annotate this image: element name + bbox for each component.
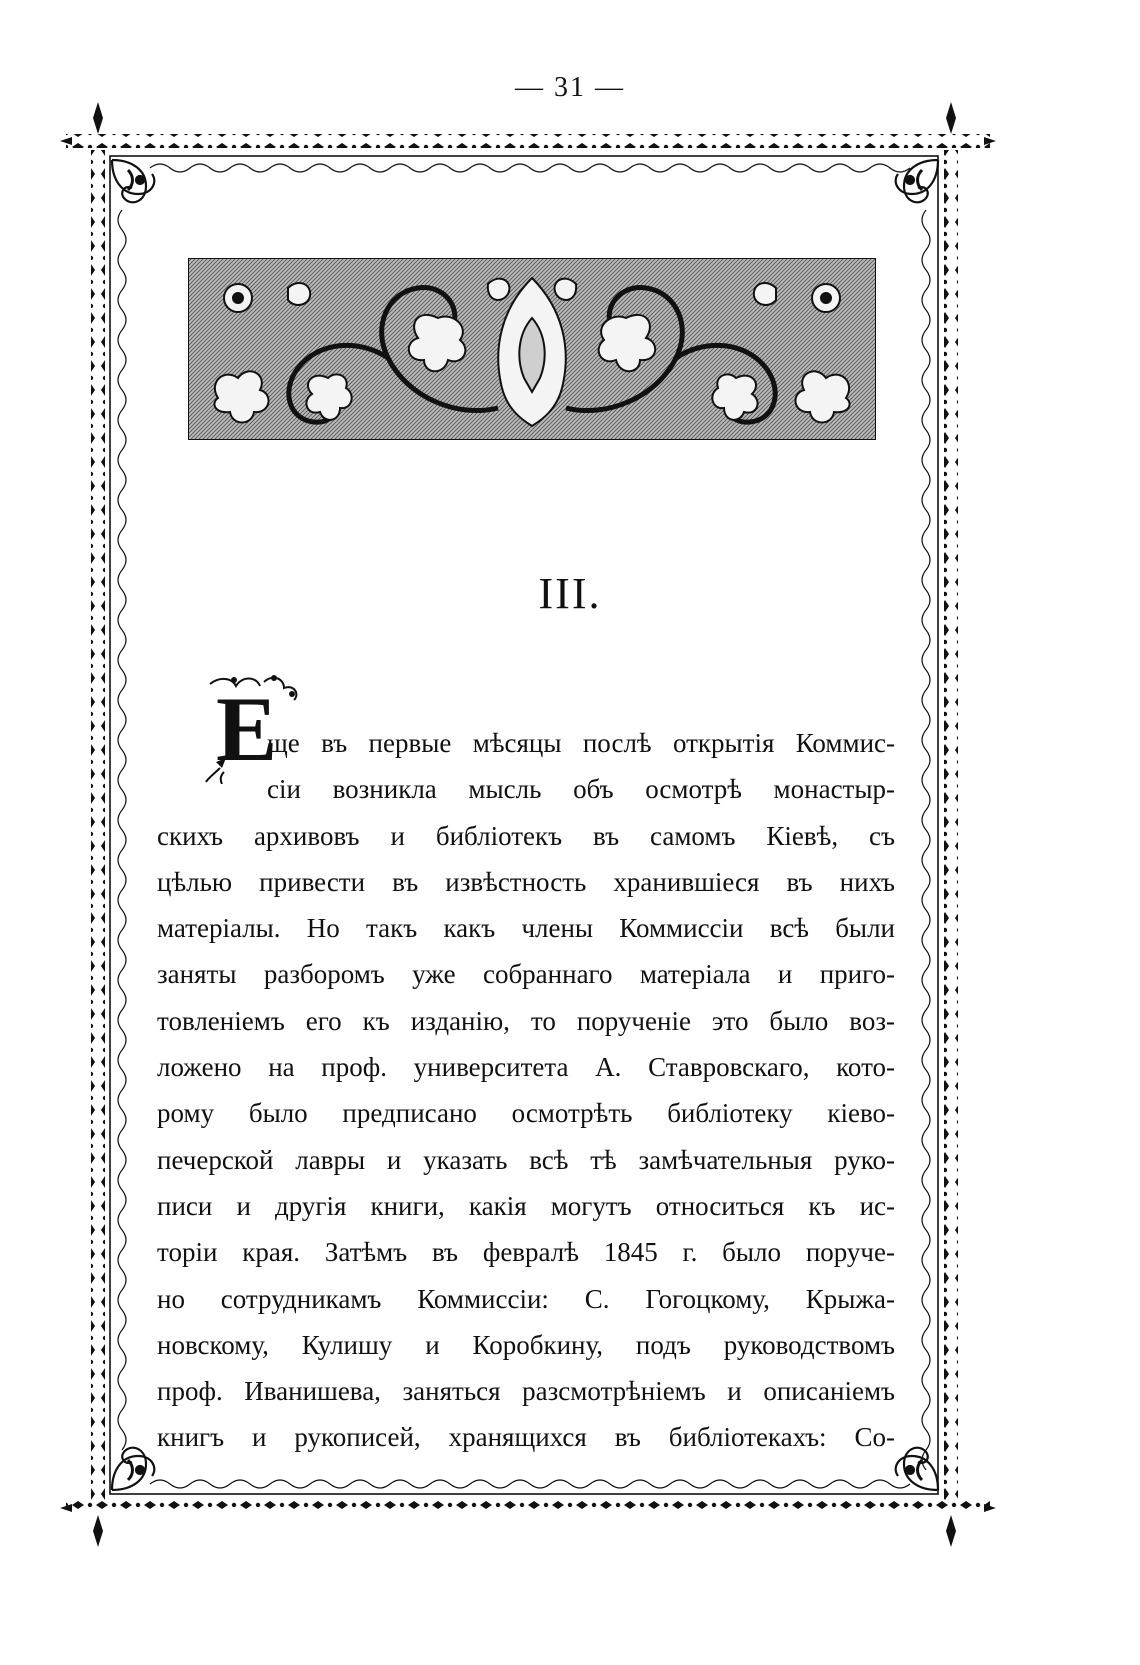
body-line: ложено на проф. университета А. Ставровскаго, кото-: [157, 1052, 895, 1083]
body-line: новскому, Кулишу и Коробкину, подъ руководствомъ: [157, 1329, 895, 1360]
body-line: товленіемъ его къ изданію, то порученіе это было воз-: [157, 1005, 895, 1036]
body-line: торіи края. Затѣмъ въ февралѣ 1845 г. было поруче-: [157, 1237, 895, 1268]
body-line: проф. Иванишева, заняться разсмотрѣніемъ и описаніемъ: [157, 1376, 895, 1407]
body-line: цѣлью привести въ извѣстность хранившіеся въ нихъ: [157, 866, 895, 897]
body-line: заняты разборомъ уже собраннаго матеріала и приго-: [157, 959, 895, 990]
border-left-wave: [118, 210, 126, 1450]
border-top-beads: [66, 134, 990, 148]
body-line: скихъ архивовъ и библіотекъ въ самомъ Кіевѣ, съ: [157, 820, 895, 851]
body-line: но сотрудникамъ Коммиссіи: С. Гогоцкому, Крыжа-: [157, 1283, 895, 1314]
body-line: книгъ и рукописей, хранящихся въ библіотекахъ: Со-: [157, 1422, 895, 1453]
body-line: сіи возникла мысль объ осмотрѣ монастыр-: [267, 774, 895, 805]
drop-cap-letter: Е: [216, 678, 278, 780]
border-left-beads: [91, 150, 105, 1500]
corner-flourish-top-right: [896, 160, 938, 202]
border-bottom-wave: [150, 1480, 910, 1488]
corner-flourish-top-left: [112, 160, 154, 202]
body-line: ще въ первые мѣсяцы послѣ открытія Коммис-: [267, 728, 895, 758]
chapter-title: III.: [538, 569, 602, 618]
body-line: рому было предписано осмотрѣть библіотеку кіево-: [157, 1098, 895, 1129]
border-right-beads: [944, 150, 958, 1500]
body-line: матеріалы. Но такъ какъ члены Коммиссіи всѣ были: [157, 913, 895, 944]
body-line: писи и другія книги, какія могутъ относиться къ ис-: [157, 1190, 895, 1221]
border-bottom-beads: [66, 1501, 990, 1515]
page-number: — 31 —: [515, 72, 625, 103]
corner-flourish-bottom-right: [896, 1448, 938, 1490]
body-text: [157, 720, 895, 1461]
body-line: печерской лавры и указать всѣ тѣ замѣчательныя руко-: [157, 1144, 895, 1175]
border-right-wave: [922, 210, 930, 1470]
corner-flourish-bottom-left: [112, 1448, 154, 1490]
border-top-wave: [150, 164, 910, 172]
ornamental-headpiece: [188, 258, 876, 440]
